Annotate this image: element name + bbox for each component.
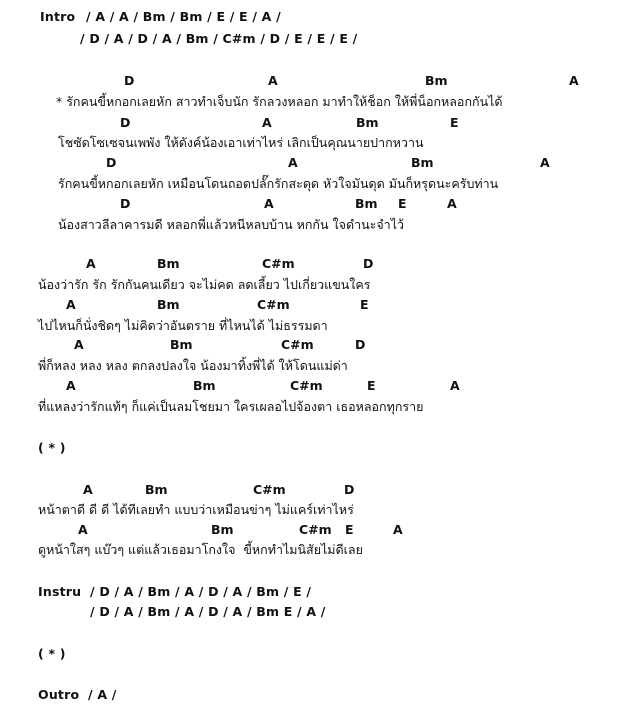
- intro-chords-line1: / A / A / Bm / Bm / E / E / A /: [86, 9, 281, 24]
- chord: E: [398, 196, 407, 211]
- chord: A: [447, 196, 457, 211]
- chord: D: [355, 337, 366, 352]
- instru-chords-line1: / D / A / Bm / A / D / A / Bm / E /: [90, 584, 312, 599]
- chord: D: [363, 256, 374, 271]
- chord: Bm: [145, 482, 168, 497]
- chord: Bm: [170, 337, 193, 352]
- chord: D: [124, 73, 135, 88]
- chord: A: [66, 378, 76, 393]
- chord: Bm: [355, 196, 378, 211]
- chord: D: [106, 155, 117, 170]
- chord: A: [83, 482, 93, 497]
- chord: Bm: [356, 115, 379, 130]
- chord: E: [360, 297, 369, 312]
- chord: Bm: [193, 378, 216, 393]
- chord: Bm: [157, 256, 180, 271]
- intro-chords-line2: / D / A / D / A / Bm / C#m / D / E / E / E /: [80, 31, 358, 46]
- outro-chords: / A /: [88, 687, 117, 702]
- chord: C#m: [253, 482, 286, 497]
- chord: C#m: [257, 297, 290, 312]
- chord: E: [345, 522, 354, 537]
- chord: A: [540, 155, 550, 170]
- chord: Bm: [157, 297, 180, 312]
- repeat-marker: ( * ): [38, 440, 66, 455]
- chord: A: [86, 256, 96, 271]
- chord: E: [367, 378, 376, 393]
- chord: C#m: [281, 337, 314, 352]
- lyric-line: น้องสาวลีลาคารมดี หลอกพี่แล้วหนีหลบบ้าน หกกัน ใจดำนะจำไว้: [58, 217, 404, 232]
- chord: A: [393, 522, 403, 537]
- lyric-line: รักคนขี้หกอกเลยหัก เหมือนโดนถอดปลั๊กรักสะดุด หัวใจมันดุด มันก็หรุดนะครับท่าน: [58, 176, 499, 191]
- repeat-marker: ( * ): [38, 646, 66, 661]
- lyric-line: หน้าตาดี ดี ดี ได้ทีเลยทำ แบบว่าเหมือนข่าๆ ไม่แคร์เท่าไหร่: [38, 502, 354, 517]
- chord: A: [262, 115, 272, 130]
- chord: D: [344, 482, 355, 497]
- intro-label: Intro: [40, 9, 76, 24]
- lyric-line: ดูหน้าใสๆ แบ๊วๆ แต่แล้วเธอมาโกงใจ ขี้หกทำไมนิสัยไม่ดีเลย: [38, 542, 363, 557]
- chord: A: [74, 337, 84, 352]
- lyric-line: โชซัดโซเซจนเพพัง ให้ดังค์น้องเอาเท่าไหร่ เลิกเป็นคุณนายปากหวาน: [58, 135, 424, 150]
- lyric-line: น้องว่ารัก รัก รักกันคนเดียว จะไม่คด ลดเลี้ยว ไปเกี่ยวแขนใคร: [38, 277, 371, 292]
- chord: A: [66, 297, 76, 312]
- chord: A: [78, 522, 88, 537]
- instru-label: Instru: [38, 584, 82, 599]
- chord: D: [120, 196, 131, 211]
- chord: A: [288, 155, 298, 170]
- lyric-line: พี่ก็หลง หลง หลง ตกลงปลงใจ น้องมาทิ้งพี่ได้ ให้โดนแม่ด่า: [38, 358, 348, 373]
- chord: C#m: [290, 378, 323, 393]
- chord: Bm: [211, 522, 234, 537]
- chord: Bm: [425, 73, 448, 88]
- chord: D: [120, 115, 131, 130]
- lyric-line: * รักคนขี้หกอกเลยหัก สาวทำเจ็บนัก รักลวงหลอก มาทำให้ช็อก ให้พี่น็อกหลอกกันได้: [56, 94, 503, 109]
- chord: A: [264, 196, 274, 211]
- chord: C#m: [262, 256, 295, 271]
- chord: A: [450, 378, 460, 393]
- chord: A: [569, 73, 579, 88]
- chord: E: [450, 115, 459, 130]
- chord: Bm: [411, 155, 434, 170]
- chord: A: [268, 73, 278, 88]
- outro-label: Outro: [38, 687, 80, 702]
- lyric-line: ไปไหนก็นั่งชิดๆ ไม่คิดว่าอันตราย ที่ไหนได้ ไม่ธรรมดา: [38, 318, 328, 333]
- chord: C#m: [299, 522, 332, 537]
- instru-chords-line2: / D / A / Bm / A / D / A / Bm E / A /: [90, 604, 326, 619]
- lyric-line: ที่แหลงว่ารักแท้ๆ ก็แค่เป็นลมโชยมา ใครเผลอไปจ้องตา เธอหลอกทุกราย: [38, 399, 424, 414]
